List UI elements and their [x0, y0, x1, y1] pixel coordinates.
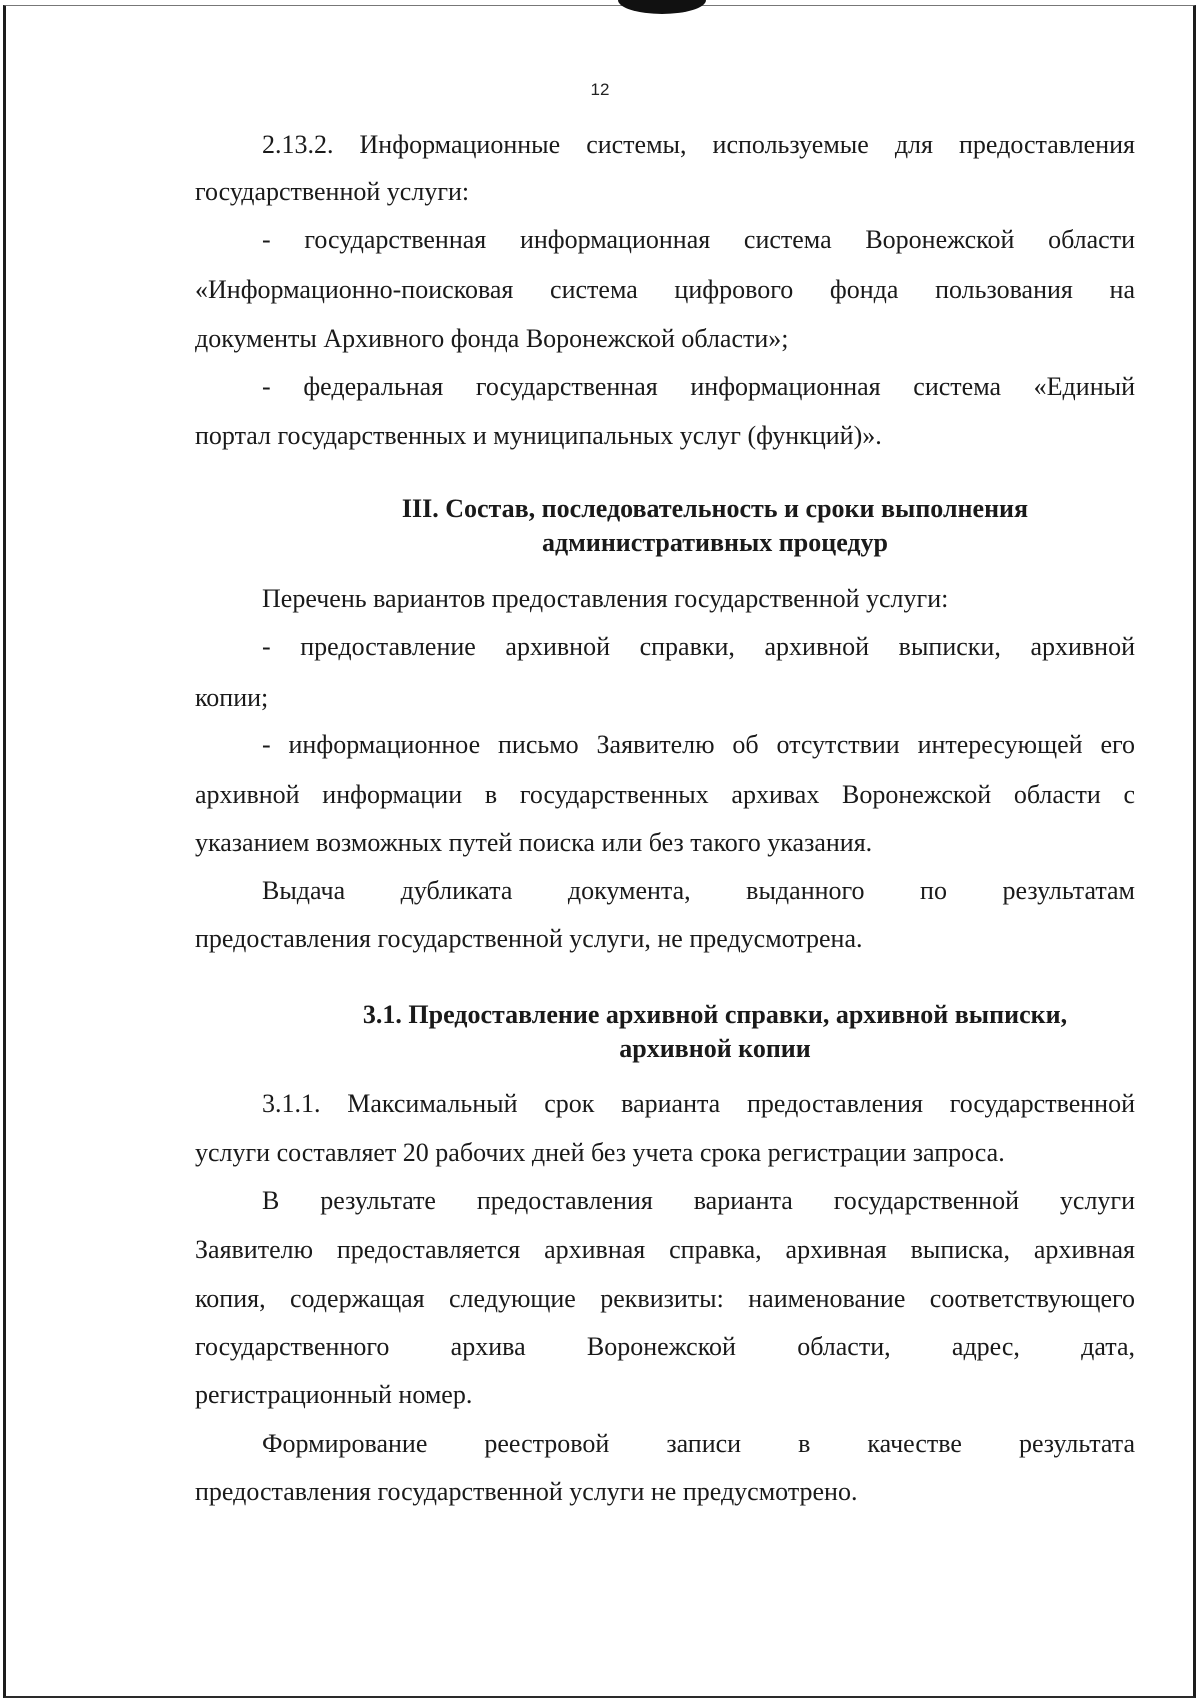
subsection-heading-line: архивной копии — [619, 1034, 811, 1063]
paragraph-line: предоставления государственной услуги, не предусмотрена. — [195, 924, 863, 953]
paragraph-line: государственной услуги: — [195, 177, 470, 206]
paragraph-line: Выдача дубликата документа, выданного по результатам — [262, 876, 1135, 905]
paragraph-line: архивной информации в государственных архивах Воронежской области с — [195, 780, 1135, 809]
paragraph-line: документы Архивного фонда Воронежской области»; — [195, 324, 789, 353]
section-heading — [195, 492, 1135, 560]
paragraph-line: копия, содержащая следующие реквизиты: наименование соответствующего — [195, 1284, 1135, 1313]
paragraph-line: указанием возможных путей поиска или без такого указания. — [195, 828, 873, 857]
paragraph-line: портал государственных и муниципальных услуг (функций)». — [195, 421, 882, 450]
subsection-heading — [195, 998, 1135, 1066]
paragraph-line: государственного архива Воронежской области, адрес, дата, — [195, 1332, 1135, 1361]
paragraph-line: 2.13.2. Информационные системы, используемые для предоставления — [262, 130, 1135, 159]
paragraph-line: Заявителю предоставляется архивная справка, архивная выписка, архивная — [195, 1235, 1135, 1264]
paragraph-line: Перечень вариантов предоставления государственной услуги: — [262, 584, 949, 613]
paragraph-line: услуги составляет 20 рабочих дней без учета срока регистрации запроса. — [195, 1138, 1005, 1167]
paragraph-line: - федеральная государственная информационная система «Единый — [262, 372, 1135, 401]
paragraph-line: - информационное письмо Заявителю об отсутствии интересующей его — [262, 730, 1135, 759]
paragraph-line: В результате предоставления варианта государственной услуги — [262, 1186, 1135, 1215]
page-number: 12 — [590, 80, 610, 99]
section-heading-line: административных процедур — [541, 528, 889, 557]
paragraph-line: - предоставление архивной справки, архивной выписки, архивной — [262, 632, 1135, 661]
paragraph-line: Формирование реестровой записи в качестве результата — [262, 1429, 1135, 1458]
paragraph-line: «Информационно-поисковая система цифрового фонда пользования на — [195, 275, 1135, 304]
paragraph-line: копии; — [195, 683, 269, 712]
paragraph-line: регистрационный номер. — [195, 1380, 473, 1409]
section-heading-line: III. Состав, последовательность и сроки выполнения — [401, 494, 1029, 523]
paragraph-line: 3.1.1. Максимальный срок варианта предоставления государственной — [262, 1089, 1135, 1118]
paragraph-line: предоставления государственной услуги не предусмотрено. — [195, 1477, 858, 1506]
paragraph-line: - государственная информационная система Воронежской области — [262, 225, 1135, 254]
subsection-heading-line: 3.1. Предоставление архивной справки, архивной выписки, — [362, 1000, 1068, 1029]
